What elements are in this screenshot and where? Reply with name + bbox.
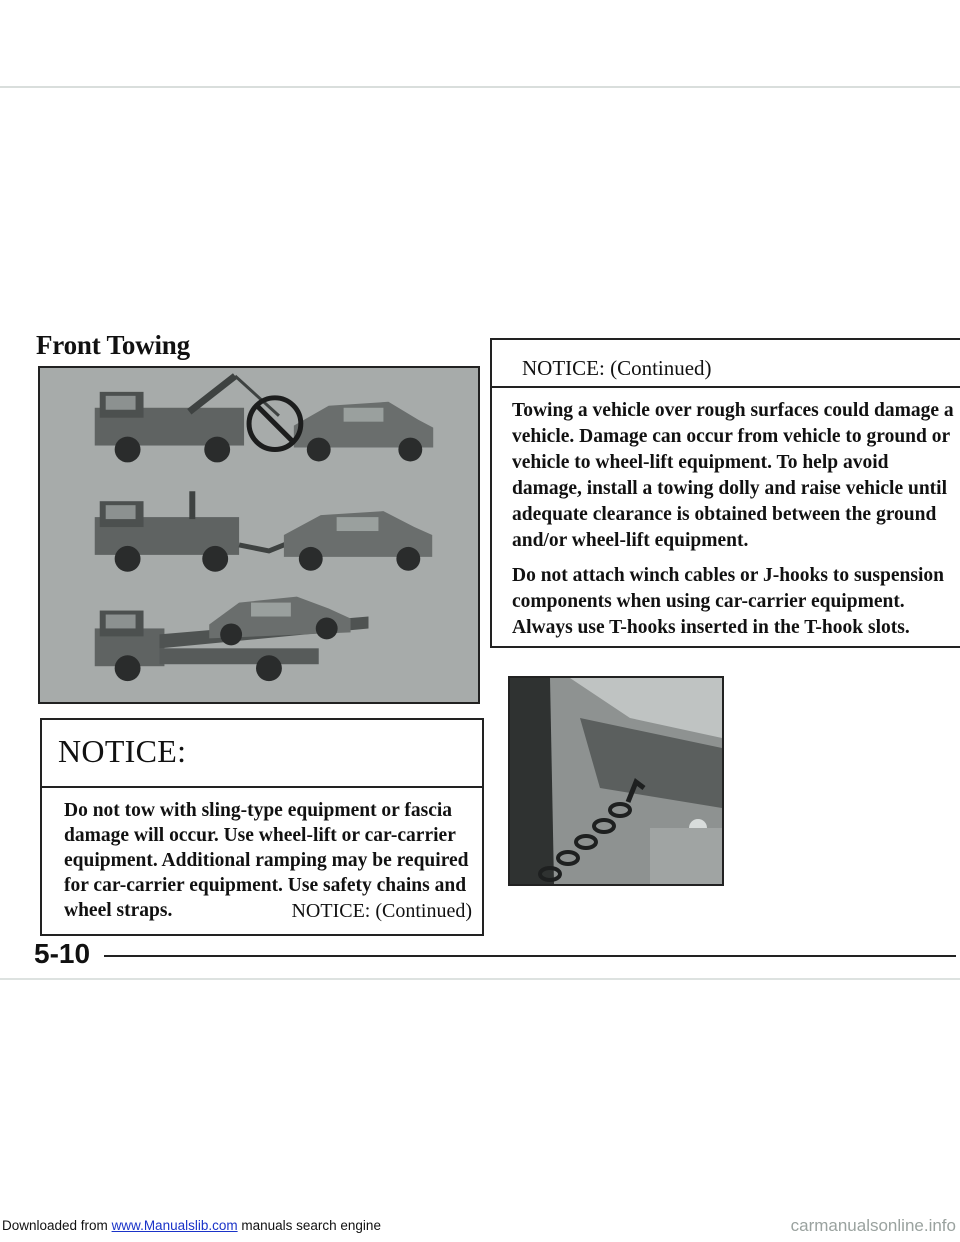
t-hook-chain-photo: [508, 676, 724, 886]
manualslib-link[interactable]: www.Manualslib.com: [111, 1218, 238, 1233]
bottom-divider: [0, 978, 960, 980]
footer-brand-watermark: carmanualsonline.info: [790, 1216, 956, 1235]
notice-continued-heading: NOTICE: (Continued): [492, 340, 960, 388]
notice-heading: NOTICE:: [42, 720, 482, 788]
download-note-suffix: manuals search engine: [237, 1218, 381, 1233]
notice-continued-label: NOTICE: (Continued): [291, 900, 472, 922]
page-number-rule: [104, 955, 956, 957]
notice-paragraph-sling-equipment: Do not tow with sling-type equipment or fascia damage will occur. Use wheel-lift or car-carrier equipment. Additional ramping may be required for car-carrier equipment. Use safety chains and wheel straps.: [64, 800, 469, 921]
top-divider: [0, 86, 960, 88]
notice-box: [40, 718, 484, 936]
download-note-prefix: Downloaded from: [2, 1218, 112, 1233]
notice-paragraph-rough-surfaces: Towing a vehicle over rough surfaces could damage a vehicle. Damage can occur from vehicle to ground or vehicle to wheel-lift equipment. To help avoid damage, install a towing dolly and raise vehicle until adequate clearance is obtained between the ground and/or wheel-lift equipment.: [512, 400, 954, 551]
section-title: Front Towing: [36, 330, 190, 360]
notice-paragraph-winch-cables: Do not attach winch cables or J-hooks to suspension components when using car-carrier equipment. Always use T-hooks inserted in the T-hook slots.: [512, 565, 944, 638]
download-note: [2, 1218, 381, 1233]
page-number: 5-10: [34, 938, 91, 969]
notice-continued-box: [490, 338, 960, 648]
towing-methods-illustration: [38, 366, 480, 704]
